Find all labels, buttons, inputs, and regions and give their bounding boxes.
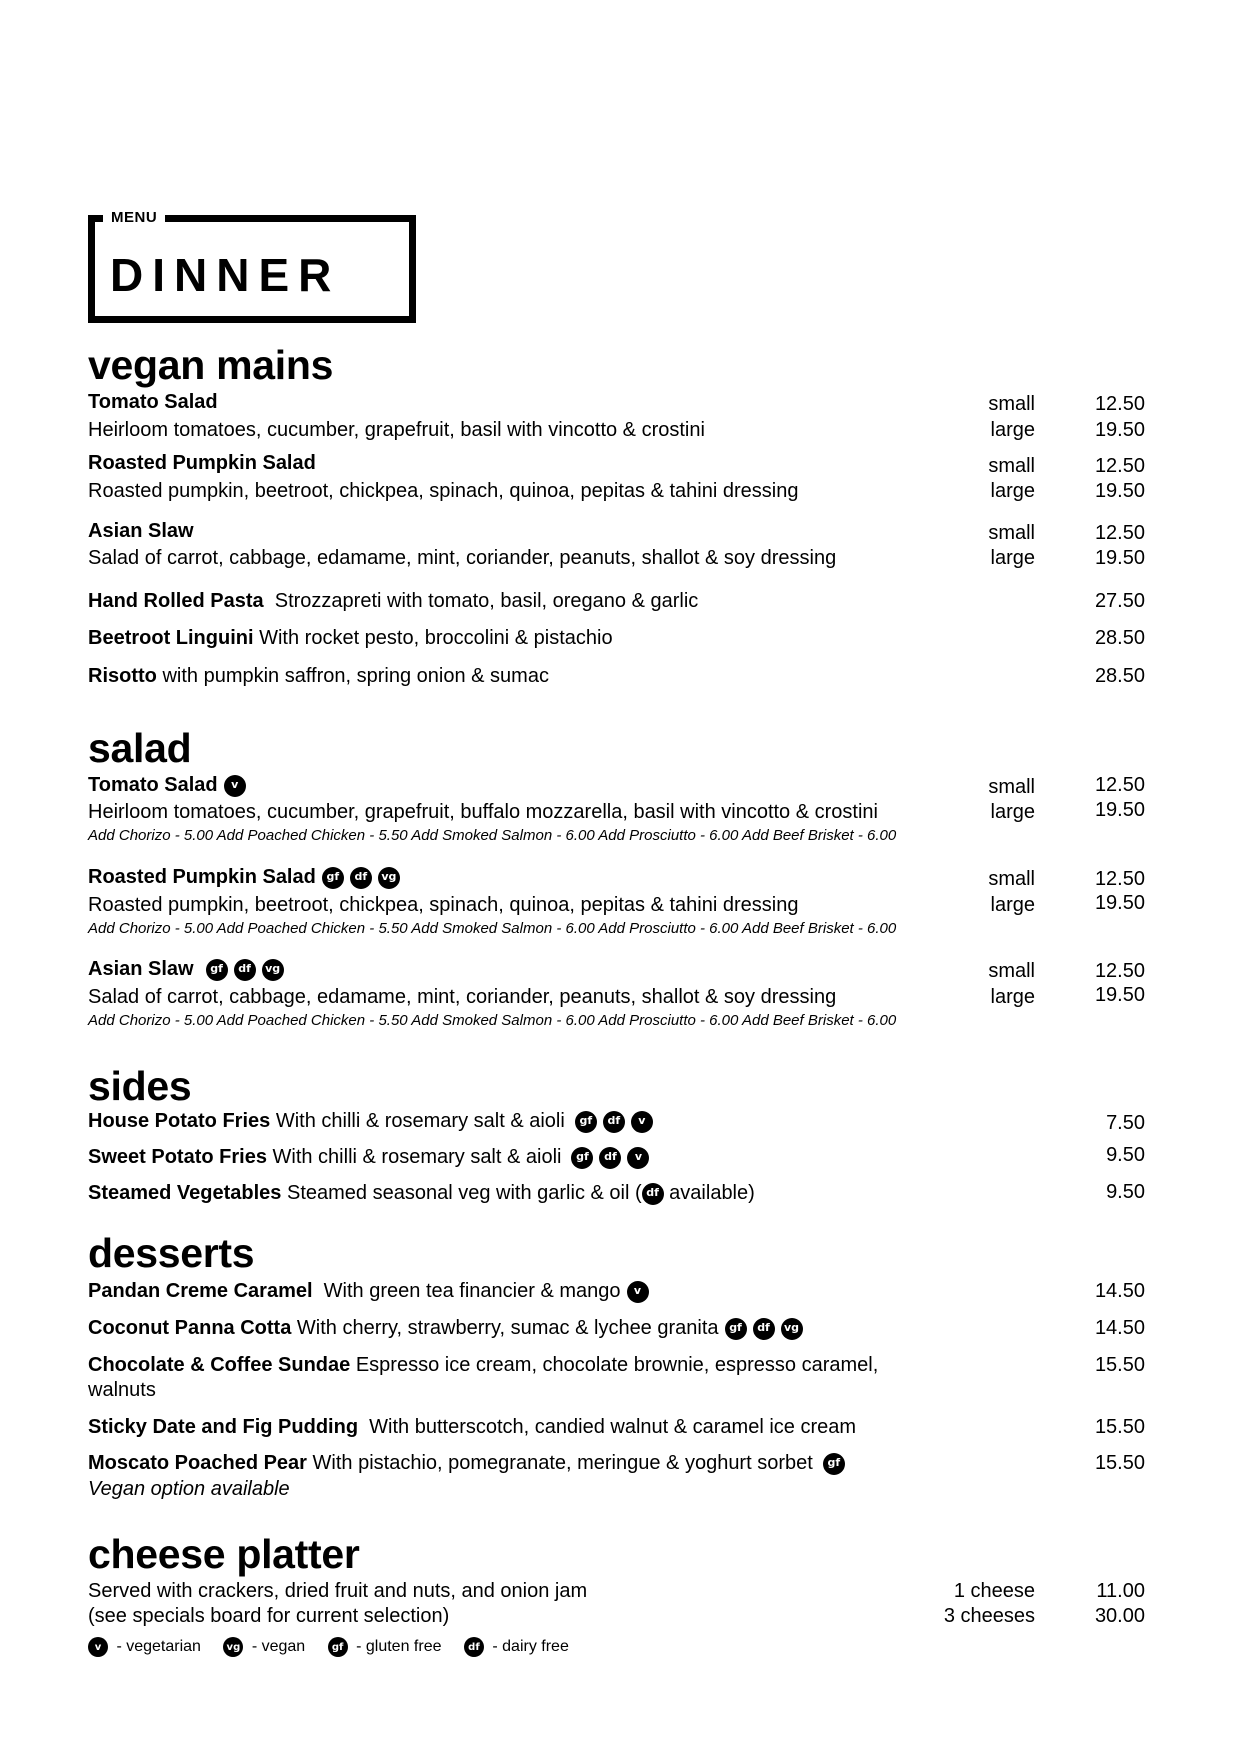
- vegetarian-icon: v: [88, 1637, 108, 1657]
- price: 14.50: [1094, 1280, 1145, 1302]
- price: 30.00: [1094, 1605, 1145, 1627]
- vegan-icon: vg: [262, 959, 284, 981]
- legend-entry: gf - gluten free: [328, 1638, 442, 1655]
- price: 27.50: [1094, 590, 1145, 612]
- price: 19.50: [1094, 547, 1145, 569]
- menu-item-note: Vegan option available: [88, 1478, 290, 1500]
- section-title-salad: salad: [88, 725, 192, 771]
- price: 19.50: [1094, 480, 1145, 502]
- menu-item-desc: Heirloom tomatoes, cucumber, grapefruit, basil with vincotto & crostini: [88, 419, 705, 441]
- menu-item: Coconut Panna Cotta With cherry, strawberry, sumac & lychee granita gf df vg: [88, 1317, 803, 1340]
- menu-item: Hand Rolled Pasta Strozzapreti with tomato, basil, oregano & garlic: [88, 590, 699, 612]
- dairy-free-icon: df: [599, 1147, 621, 1169]
- gluten-free-icon: gf: [322, 867, 344, 889]
- size-label: large: [990, 801, 1035, 823]
- vegan-icon: vg: [223, 1637, 243, 1657]
- menu-item: Chocolate & Coffee Sundae Espresso ice cream, chocolate brownie, espresso caramel,: [88, 1354, 879, 1376]
- size-label: small: [988, 960, 1035, 982]
- cheese-desc-note: (see specials board for current selection): [88, 1605, 450, 1627]
- price: 11.00: [1096, 1580, 1145, 1602]
- price: 9.50: [1106, 1181, 1145, 1203]
- size-label: small: [988, 455, 1035, 477]
- legend-entry: df - dairy free: [464, 1638, 569, 1655]
- menu-item: Sticky Date and Fig Pudding With butterscotch, candied walnut & caramel ice cream: [88, 1416, 857, 1438]
- vegetarian-icon: v: [627, 1281, 649, 1303]
- gluten-free-icon: gf: [206, 959, 228, 981]
- section-title-vegan-mains: vegan mains: [88, 342, 334, 388]
- legend-entry: v - vegetarian: [88, 1638, 201, 1655]
- vegan-icon: vg: [781, 1318, 803, 1340]
- size-label: small: [988, 522, 1035, 544]
- price: 19.50: [1094, 984, 1145, 1006]
- section-title-sides: sides: [88, 1063, 192, 1109]
- gluten-free-icon: gf: [575, 1111, 597, 1133]
- size-label: 1 cheese: [953, 1580, 1035, 1602]
- gluten-free-icon: gf: [725, 1318, 747, 1340]
- vegan-icon: vg: [378, 867, 400, 889]
- gluten-free-icon: gf: [571, 1147, 593, 1169]
- addons-note: Add Chorizo - 5.00 Add Poached Chicken - 5.50 Add Smoked Salmon - 6.00 Add Prosciutto - 6.00 Add Beef Brisket - 6.00: [88, 827, 897, 844]
- price: 14.50: [1094, 1317, 1145, 1339]
- menu-item-desc: Roasted pumpkin, beetroot, chickpea, spinach, quinoa, pepitas & tahini dressing: [88, 480, 799, 502]
- menu-item: Risotto with pumpkin saffron, spring onion & sumac: [88, 665, 549, 687]
- price: 7.50: [1106, 1112, 1145, 1134]
- size-label: small: [988, 393, 1035, 415]
- size-label: large: [990, 480, 1035, 502]
- menu-item-desc: Salad of carrot, cabbage, edamame, mint, coriander, peanuts, shallot & soy dressing: [88, 986, 837, 1008]
- size-label: large: [990, 419, 1035, 441]
- menu-item: Sweet Potato Fries With chilli & rosemary salt & aioli gf df v: [88, 1146, 649, 1169]
- price: 12.50: [1094, 960, 1145, 982]
- price: 28.50: [1094, 665, 1145, 687]
- dairy-free-icon: df: [234, 959, 256, 981]
- price: 12.50: [1094, 393, 1145, 415]
- legend-entry: vg - vegan: [223, 1638, 305, 1655]
- size-label: small: [988, 776, 1035, 798]
- size-label: small: [988, 868, 1035, 890]
- size-label: 3 cheeses: [943, 1605, 1035, 1627]
- menu-item-name: Tomato Salad: [88, 391, 218, 413]
- price: 15.50: [1094, 1416, 1145, 1438]
- price: 15.50: [1094, 1354, 1145, 1376]
- menu-tag: MENU: [103, 209, 165, 226]
- menu-item-desc: Heirloom tomatoes, cucumber, grapefruit, buffalo mozzarella, basil with vincotto & crostini: [88, 801, 878, 823]
- menu-item-desc: Salad of carrot, cabbage, edamame, mint, coriander, peanuts, shallot & soy dressing: [88, 547, 837, 569]
- price: 12.50: [1094, 868, 1145, 890]
- section-title-desserts: desserts: [88, 1230, 255, 1276]
- vegetarian-icon: v: [224, 775, 246, 797]
- price: 9.50: [1106, 1144, 1145, 1166]
- gluten-free-icon: gf: [328, 1637, 348, 1657]
- menu-item: House Potato Fries With chilli & rosemary salt & aioli gf df v: [88, 1110, 653, 1133]
- gluten-free-icon: gf: [823, 1453, 845, 1475]
- price: 12.50: [1094, 455, 1145, 477]
- size-label: large: [990, 986, 1035, 1008]
- price: 19.50: [1094, 419, 1145, 441]
- price: 28.50: [1094, 627, 1145, 649]
- menu-item: Pandan Creme Caramel With green tea financier & mango v: [88, 1280, 649, 1303]
- vegetarian-icon: v: [631, 1111, 653, 1133]
- menu-title: DINNER: [110, 249, 341, 301]
- dairy-free-icon: df: [350, 867, 372, 889]
- price: 19.50: [1094, 799, 1145, 821]
- dairy-free-icon: df: [464, 1637, 484, 1657]
- addons-note: Add Chorizo - 5.00 Add Poached Chicken - 5.50 Add Smoked Salmon - 6.00 Add Prosciutto - 6.00 Add Beef Brisket - 6.00: [88, 1012, 897, 1029]
- dietary-legend: [88, 1637, 587, 1657]
- vegetarian-icon: v: [627, 1147, 649, 1169]
- dairy-free-icon: df: [753, 1318, 775, 1340]
- menu-item-name: Roasted Pumpkin Salad: [88, 452, 316, 474]
- price: 15.50: [1094, 1452, 1145, 1474]
- dairy-free-icon: df: [603, 1111, 625, 1133]
- menu-item-desc: Roasted pumpkin, beetroot, chickpea, spinach, quinoa, pepitas & tahini dressing: [88, 894, 799, 916]
- price: 19.50: [1094, 892, 1145, 914]
- menu-item-name: Asian Slaw: [88, 520, 194, 542]
- menu-item-name: Tomato Salad v: [88, 774, 246, 797]
- section-title-cheese-platter: cheese platter: [88, 1531, 360, 1577]
- price: 12.50: [1094, 522, 1145, 544]
- addons-note: Add Chorizo - 5.00 Add Poached Chicken - 5.50 Add Smoked Salmon - 6.00 Add Prosciutto - 6.00 Add Beef Brisket - 6.00: [88, 920, 897, 937]
- size-label: large: [990, 547, 1035, 569]
- menu-item: Moscato Poached Pear With pistachio, pomegranate, meringue & yoghurt sorbet gf: [88, 1452, 845, 1475]
- menu-item-desc-continued: walnuts: [88, 1379, 156, 1401]
- dairy-free-icon: df: [642, 1183, 664, 1205]
- price: 12.50: [1094, 774, 1145, 796]
- size-label: large: [990, 894, 1035, 916]
- menu-item-name: Asian Slaw gf df vg: [88, 958, 284, 981]
- menu-item-name: Roasted Pumpkin Salad gf df vg: [88, 866, 400, 889]
- cheese-desc: Served with crackers, dried fruit and nuts, and onion jam: [88, 1580, 588, 1602]
- menu-item: Steamed Vegetables Steamed seasonal veg with garlic & oil ( df available): [88, 1182, 755, 1204]
- menu-item: Beetroot Linguini With rocket pesto, broccolini & pistachio: [88, 627, 613, 649]
